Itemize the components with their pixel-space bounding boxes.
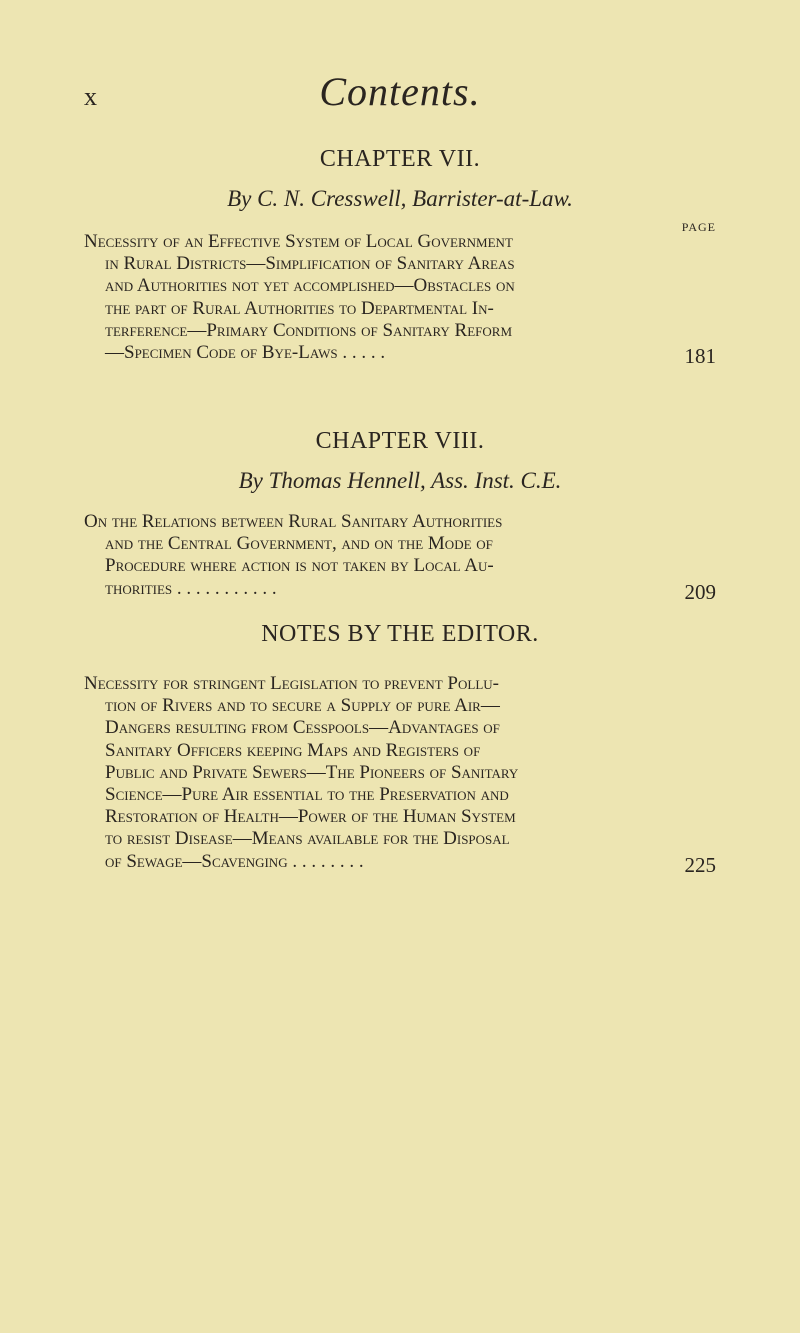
- entry-line: to resist Disease—Means available for the Disposal: [105, 828, 510, 850]
- running-head: [0, 68, 800, 118]
- entry-line: in Rural Districts—Simplification of Sanitary Areas: [105, 253, 515, 275]
- entry-page-ref: 209: [684, 580, 716, 604]
- entry-line: Necessity of an Effective System of Local Government: [84, 231, 513, 252]
- entry-line: the part of Rural Authorities to Departmental In-: [105, 297, 494, 319]
- entry-page-ref: 225: [684, 853, 716, 877]
- contents-entry: [84, 673, 694, 873]
- entry-line: terference—Primary Conditions of Sanitary Reform: [105, 319, 513, 341]
- entry-line: and the Central Government, and on the Mode of: [105, 533, 493, 555]
- running-title: Contents.: [319, 69, 481, 114]
- chapter-byline: By C. N. Cresswell, Barrister-at-Law.: [227, 186, 573, 211]
- entry-line: Dangers resulting from Cesspools—Advantages of: [105, 717, 500, 739]
- contents-entry: [84, 511, 694, 600]
- entry-line: —Specimen Code of Bye-Laws . . . . .: [105, 342, 386, 364]
- entry-line: Public and Private Sewers—The Pioneers of Sanitary: [105, 761, 519, 783]
- chapter-heading: CHAPTER VII.: [319, 146, 481, 172]
- entry-line: Necessity for stringent Legislation to prevent Pollu-: [84, 673, 499, 694]
- chapter-byline: By Thomas Hennell, Ass. Inst. C.E.: [238, 468, 562, 493]
- entry-line: Sanitary Officers keeping Maps and Registers of: [105, 739, 481, 761]
- entry-page-ref: 181: [684, 344, 716, 368]
- chapter-heading: CHAPTER VIII.: [315, 428, 485, 454]
- entry-line: Procedure where action is not taken by Local Au-: [105, 555, 494, 577]
- section-heading: NOTES BY THE EDITOR.: [261, 621, 539, 647]
- entry-line: Science—Pure Air essential to the Preservation and: [105, 784, 509, 806]
- entry-line: of Sewage—Scavenging . . . . . . . .: [105, 850, 364, 872]
- entry-line: Restoration of Health—Power of the Human System: [105, 806, 516, 828]
- entry-line: tion of Rivers and to secure a Supply of pure Air—: [105, 695, 500, 717]
- entry-line: and Authorities not yet accomplished—Obstacles on: [105, 275, 515, 297]
- entry-line: thorities . . . . . . . . . . .: [105, 577, 277, 599]
- entry-line: On the Relations between Rural Sanitary Authorities: [84, 511, 503, 532]
- contents-entry: [84, 231, 694, 364]
- page-column-label: PAGE: [681, 220, 716, 234]
- page-number: x: [84, 82, 98, 111]
